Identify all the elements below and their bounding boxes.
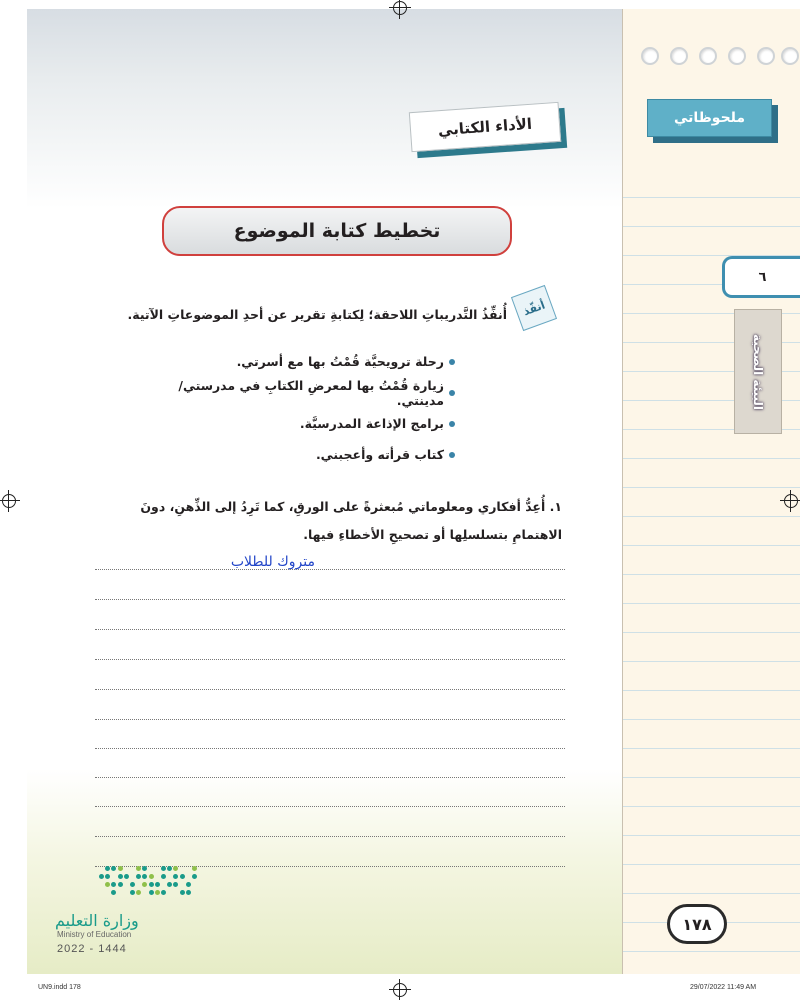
page-number: ١٧٨ [667, 904, 727, 944]
notes-header-band [623, 9, 800, 169]
binder-hole-icon [670, 47, 688, 65]
binder-hole-icon [757, 47, 775, 65]
page-title: تخطيط كتابة الموضوع [162, 206, 512, 256]
writing-line[interactable] [95, 599, 565, 600]
step-one [92, 493, 562, 549]
topic-text: رحلة ترويحيَّة قُمْتُ بها مع أسرتي. [236, 354, 444, 369]
bullet-icon [449, 390, 455, 396]
section-label [410, 107, 570, 157]
list-item [127, 377, 455, 408]
bullet-icon [449, 452, 455, 458]
writing-line[interactable] [95, 748, 565, 749]
binder-hole-icon [781, 47, 799, 65]
notes-tab-label: ملحوظاتي [647, 99, 772, 137]
unit-number: ٦ [722, 256, 800, 298]
unit-title-banner [734, 309, 782, 434]
writing-line[interactable] [95, 836, 565, 837]
notes-column [622, 9, 800, 974]
ministry-name-arabic: وزارة التعليم [55, 911, 139, 930]
execute-icon: أنفّذ [511, 285, 557, 331]
binder-hole-icon [699, 47, 717, 65]
registration-mark-icon [393, 1, 407, 15]
topic-text: برامج الإذاعة المدرسيَّة. [299, 416, 444, 431]
binder-hole-icon [641, 47, 659, 65]
list-item [127, 439, 455, 470]
answer-note: متروك للطلاب [230, 554, 315, 570]
registration-mark-icon [784, 494, 798, 508]
list-item [127, 346, 455, 377]
topics-list [127, 346, 455, 470]
step-text: أُعِدُّ أفكاري ومعلوماتي مُبعثرةً على الورقِ، كما تَرِدُ إلى الذِّهنِ، دونَ الاهتمامِ بتسلسلِها أو تصحيحِ الأخطاءِ فيها. [140, 499, 562, 542]
binder-hole-icon [728, 47, 746, 65]
unit-title: البيئة الصحية [751, 333, 765, 410]
topic-text: كتاب قرأته وأعجبني. [315, 447, 444, 462]
list-item [127, 408, 455, 439]
bullet-icon [449, 359, 455, 365]
writing-line[interactable] [95, 629, 565, 630]
bullet-icon [449, 421, 455, 427]
section-label-text: الأداء الكتابي [409, 102, 561, 152]
ministry-year: 2022 - 1444 [57, 943, 127, 955]
ministry-logo-icon [99, 866, 199, 902]
registration-mark-icon [2, 494, 16, 508]
notes-tab [647, 99, 772, 141]
writing-line[interactable] [95, 569, 565, 570]
topic-text: زيارة قُمْتُ بها لمعرضِ الكتابِ في مدرستي/ مدينتي. [178, 377, 444, 408]
registration-mark-icon [393, 983, 407, 997]
textbook-page [27, 9, 800, 974]
writing-line[interactable] [95, 806, 565, 807]
instruction-text: أُنفِّذُ التَّدريباتِ اللاحقة؛ لِكتابةِ تقرير عن أحدِ الموضوعاتِ الآتية. [127, 307, 507, 322]
writing-line[interactable] [95, 689, 565, 690]
writing-line[interactable] [95, 719, 565, 720]
writing-line[interactable] [95, 777, 565, 778]
slug-timestamp: 29/07/2022 11:49 AM [690, 984, 757, 991]
writing-line[interactable] [95, 659, 565, 660]
step-number: ١. [549, 499, 562, 514]
ministry-name-english: Ministry of Education [57, 930, 132, 939]
slug-file: UN9.indd 178 [38, 984, 81, 991]
